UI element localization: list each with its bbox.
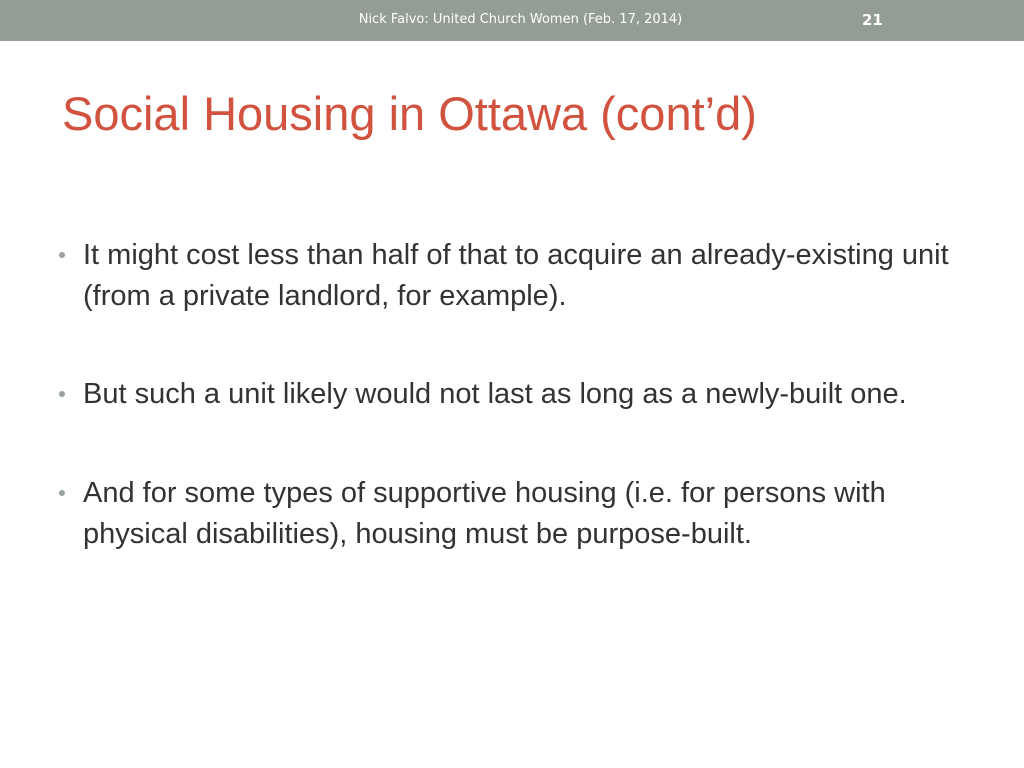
bullet-text: And for some types of supportive housing (i.e. for persons with physical disabilities), housing must be purpose-built. [83,477,886,550]
bullet-dot-icon [59,391,65,397]
bullet-text: It might cost less than half of that to acquire an already-existing unit (from a private landlord, for example). [83,239,949,312]
slide-title: Social Housing in Ottawa (cont’d) [62,87,757,140]
slide-number: 21 [862,11,883,29]
bullet-list [59,235,979,612]
bullet-dot-icon [59,490,65,496]
slide-header-bar [0,0,1024,41]
bullet-item [59,473,979,555]
bullet-item [59,235,979,317]
slide-footer-text: Nick Falvo: United Church Women (Feb. 17, 2014) [358,12,683,27]
bullet-dot-icon [59,252,65,258]
bullet-item [59,374,979,415]
bullet-text: But such a unit likely would not last as long as a newly-built one. [83,378,907,410]
